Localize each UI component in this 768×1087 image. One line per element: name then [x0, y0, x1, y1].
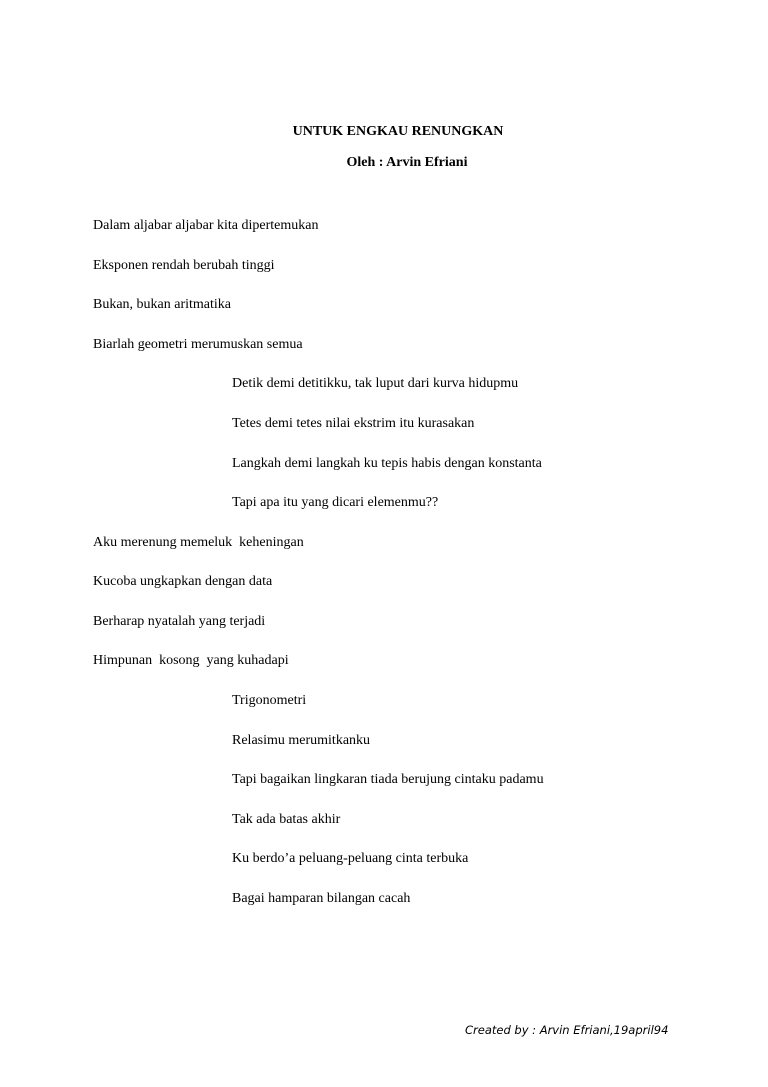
- poem-line-indented: Langkah demi langkah ku tepis habis dengan konstanta: [232, 456, 542, 471]
- poem-line: Kucoba ungkapkan dengan data: [93, 574, 273, 589]
- poem-line-indented: Bagai hamparan bilangan cacah: [232, 891, 411, 906]
- poem-line-indented: Relasimu merumitkanku: [232, 733, 371, 748]
- footer-credit: Created by : Arvin Efriani,19april94: [465, 1023, 669, 1037]
- poem-line: Eksponen rendah berubah tinggi: [93, 258, 275, 273]
- poem-line-indented: Tapi bagaikan lingkaran tiada berujung cintaku padamu: [232, 772, 544, 787]
- poem-line: Biarlah geometri merumuskan semua: [93, 337, 303, 352]
- poem-title: UNTUK ENGKAU RENUNGKAN: [292, 124, 504, 139]
- poem-line-indented: Trigonometri: [232, 693, 307, 708]
- poem-line-indented: Ku berdo’a peluang-peluang cinta terbuka: [232, 851, 469, 866]
- poem-line: Bukan, bukan aritmatika: [93, 297, 232, 312]
- poem-author: Oleh : Arvin Efriani: [346, 155, 468, 170]
- poem-line-indented: Detik demi detitikku, tak luput dari kurva hidupmu: [232, 376, 519, 391]
- poem-line: Aku merenung memeluk keheningan: [93, 535, 304, 550]
- poem-line: Berharap nyatalah yang terjadi: [93, 614, 266, 629]
- poem-line-indented: Tak ada batas akhir: [232, 812, 341, 827]
- poem-line-indented: Tetes demi tetes nilai ekstrim itu kurasakan: [232, 416, 475, 431]
- poem-line: Dalam aljabar aljabar kita dipertemukan: [93, 218, 319, 233]
- poem-line: Himpunan kosong yang kuhadapi: [93, 653, 289, 668]
- poem-line-indented: Tapi apa itu yang dicari elemenmu??: [232, 495, 439, 510]
